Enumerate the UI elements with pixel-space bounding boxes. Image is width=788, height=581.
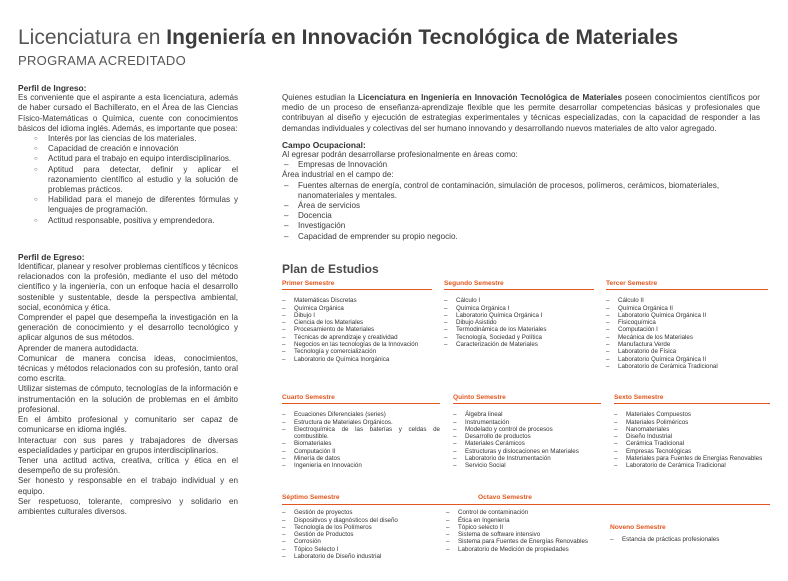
egreso-paragraph: Interactuar con sus pares y trabajadores de diversas especialidades y participar en grupos interdisciplinarios. xyxy=(18,435,238,455)
course-item: – Matemáticas Discretas xyxy=(282,297,432,304)
course-item: – Gestión de proyectos xyxy=(282,509,430,516)
course-item: – Tópico Selecto I xyxy=(282,546,430,553)
campo-heading: Campo Ocupacional: xyxy=(282,139,366,150)
course-item: – Laboratorio de Instrumentación xyxy=(453,455,601,462)
egreso-paragraph: Ser respetuoso, tolerante, compresivo y solidario en ambientes culturales diversos. xyxy=(18,496,238,516)
egreso-paragraph: En el ámbito profesional y comunitario ser capaz de comunicarse en idioma inglés. xyxy=(18,415,238,435)
campo-lead: Al egresar podrán desarrollarse profesionalmente en áreas como: xyxy=(282,150,518,160)
course-item: – Negocios en las tecnologías de la Innovación xyxy=(282,341,432,348)
course-item: – Materiales Poliméricos xyxy=(614,419,770,426)
course-item: – Laboratorio Química Orgánica II xyxy=(606,312,768,319)
course-item: – Laboratorio de Diseño industrial xyxy=(282,553,430,560)
semester-6 xyxy=(614,394,770,470)
course-item: – Cálculo I xyxy=(444,297,594,304)
course-item: – Química Orgánica II xyxy=(606,305,768,312)
course-item: – Termodinámica de los Materiales xyxy=(444,326,594,333)
list-item: – Área de servicios xyxy=(282,201,760,211)
course-item: – Empresas Tecnológicas xyxy=(614,448,770,455)
course-item: – Química Orgánica xyxy=(282,305,432,312)
course-item: – Laboratorio de Física xyxy=(606,348,768,355)
course-item: – Técnicas de aprendizaje y creatividad xyxy=(282,334,432,341)
course-item: – Materiales Compuestos xyxy=(614,411,770,418)
list-item: – Empresas de Innovación xyxy=(282,160,760,170)
course-item: – Modelado y control de procesos xyxy=(453,426,601,433)
course-item: – Laboratorio Química Orgánica II xyxy=(606,356,768,363)
course-item: – Laboratorio Química Orgánica I xyxy=(444,312,594,319)
ingreso-list xyxy=(34,134,238,226)
campo-industria-lead: Área industrial en el campo de: xyxy=(282,170,394,180)
course-item: – Materiales para Fuentes de Energías Renovables xyxy=(614,455,770,462)
egreso-paragraph: Tener una actitud activa, creativa, crítica y ética en el desempeño de su profesión. xyxy=(18,455,238,476)
course-item: – Dibujo Asistido xyxy=(444,319,594,326)
course-item: – Gestión de Productos xyxy=(282,531,430,538)
egreso-paragraph: Ser honesto y responsable en el trabajo individual y en equipo. xyxy=(18,476,238,496)
course-item: – Caracterización de Materiales xyxy=(444,341,594,348)
semester-1 xyxy=(282,280,432,363)
course-item: – Biomateriales xyxy=(282,440,440,447)
course-item: – Tecnología, Sociedad y Política xyxy=(444,334,594,341)
list-item: ○ Actitud para el trabajo en equipo interdisciplinarios. xyxy=(34,154,238,164)
course-item: – Laboratorio de Cerámica Tradicional xyxy=(606,363,768,370)
semester-heading: Segundo Semestre xyxy=(444,280,594,290)
course-item: – Computación II xyxy=(282,448,440,455)
left-column xyxy=(18,83,238,517)
course-item: – Estructura de Materiales Orgánicos. xyxy=(282,419,440,426)
page-subtitle: PROGRAMA ACREDITADO xyxy=(18,53,186,68)
course-item: – Electroquímica de las baterías y celdas de combustible. xyxy=(282,426,440,441)
semester-7 xyxy=(282,494,430,560)
course-item: – Ciencia de los Materiales xyxy=(282,319,432,326)
list-item: – Investigación xyxy=(282,221,760,231)
semester-heading: Séptimo Semestre xyxy=(282,494,340,501)
course-item: – Laboratorio de Cerámica Tradicional xyxy=(614,462,770,469)
ingreso-heading: Perfil de Ingreso: xyxy=(18,83,87,93)
course-item: – Ecuaciones Diferenciales (series) xyxy=(282,411,440,418)
course-item: – Nanomateriales xyxy=(614,426,770,433)
course-item: – Manufactura Verde xyxy=(606,341,768,348)
list-item: ○ Actitud responsable, positiva y emprendedora. xyxy=(34,216,238,226)
course-item: – Estancia de prácticas profesionales xyxy=(610,536,770,543)
semester-3 xyxy=(606,280,768,370)
page-title: Licenciatura en Ingeniería en Innovación Tecnológica de Materiales xyxy=(18,26,679,49)
list-item: ○ Capacidad de creación e innovación xyxy=(34,144,238,154)
course-item: – Diseño Industrial xyxy=(614,433,770,440)
course-item: – Minería de datos xyxy=(282,455,440,462)
course-item: – Cerámica Tradicional xyxy=(614,440,770,447)
semester-heading: Noveno Semestre xyxy=(610,524,666,531)
course-item: – Computación I xyxy=(606,326,768,333)
course-item: – Laboratorio de Química Inorgánica xyxy=(282,356,432,363)
semester-heading: Primer Semestre xyxy=(282,280,432,290)
course-item: – Dispositivos y diagnósticos del diseño xyxy=(282,517,430,524)
list-item: ○ Interés por las ciencias de los materiales. xyxy=(34,134,238,144)
plan-title: Plan de Estudios xyxy=(282,262,379,276)
course-item: – Álgebra lineal xyxy=(453,411,601,418)
course-item: – Tecnología y comercialización xyxy=(282,348,432,355)
egreso-paragraph: Utilizar sistemas de cómputo, tecnologías de la información e instrumentación en la solución de problemas en el ámbito profesional. xyxy=(18,384,238,414)
egreso-paragraph: Identificar, planear y resolver problemas científicos y técnicos relacionados con la profesión, mediante el uso del método científico y la ingeniería, con un enfoque hacia el desarrollo sostenible y sustentable, desde la perspectiva ambiental, social, económica y ética. xyxy=(18,262,238,312)
course-item: – Sistema para Fuentes de Energías Renovables xyxy=(446,538,598,545)
list-item: – Fuentes alternas de energía, control de contaminación, simulación de procesos, polímeros, cerámicos, biomateriales, nanomateriales y mentales. xyxy=(282,181,760,201)
ingreso-intro: Es conveniente que el aspirante a esta licenciatura, además de haber cursado el Bachillerato, en el Área de las Ciencias Físico-Matemáticas o Química, cuente con conocimientos básicos del idioma inglés. Además, es importante que posea: xyxy=(18,93,238,133)
list-item: – Docencia xyxy=(282,211,760,221)
course-item: – Materiales Cerámicos xyxy=(453,440,601,447)
course-item: – Desarrollo de productos xyxy=(453,433,601,440)
semester-9 xyxy=(610,524,770,544)
program-intro: Quienes estudian la Licenciatura en Ingeniería en Innovación Tecnológica de Materiales poseen conocimientos científicos por medio de un proceso de enseñanza-aprendizaje flexible que les permite desarrollar competencias básicas y profesionales que contribuyan al diseño y ejecución de estrategias experimentales y técnicas especializadas, con la capacidad de responder a las demandas individuales y colectivas del ser humano innovando y desarrollando nuevos materiales de alto valor agregado. xyxy=(282,93,760,133)
semester-4 xyxy=(282,394,440,470)
course-item: – Tópico selecto II xyxy=(446,524,598,531)
egreso-paragraph: Comprender el papel que desempeña la investigación en la generación de conocimiento y el desarrollo tecnológico y aplicar algunos de sus métodos. xyxy=(18,313,238,343)
semester-heading: Cuarto Semestre xyxy=(282,394,440,404)
semester-heading: Sexto Semestre xyxy=(614,394,770,404)
list-item: ○ Aptitud para detectar, definir y aplicar el razonamiento científico al estudio y la solución de problemas prácticos. xyxy=(34,165,238,196)
course-item: – Instrumentación xyxy=(453,419,601,426)
egreso-paragraph: Aprender de manera autodidacta. xyxy=(18,343,139,353)
semester-heading: Quinto Semestre xyxy=(453,394,601,404)
course-item: – Fisicoquímica xyxy=(606,319,768,326)
right-column xyxy=(282,93,760,242)
course-item: – Corrosión xyxy=(282,538,430,545)
course-item: – Estructuras y dislocaciones en Materiales xyxy=(453,448,601,455)
course-item: – Química Orgánica I xyxy=(444,305,594,312)
course-item: – Ética en Ingeniería xyxy=(446,517,598,524)
course-item: – Mecánica de los Materiales xyxy=(606,334,768,341)
course-item: – Tecnología de los Polímeros xyxy=(282,524,430,531)
semester-heading: Tercer Semestre xyxy=(606,280,768,290)
course-item: – Procesamiento de Materiales xyxy=(282,326,432,333)
campo-ocupacional xyxy=(282,140,760,242)
course-item: – Laboratorio de Medición de propiedades xyxy=(446,546,598,553)
course-item: – Servicio Social xyxy=(453,462,601,469)
list-item: ○ Habilidad para el manejo de diferentes fórmulas y lenguajes de programación. xyxy=(34,195,238,215)
egreso-section xyxy=(18,252,238,517)
egreso-paragraph: Comunicar de manera concisa ideas, conocimientos, técnicas y métodos relacionados con su profesión, tanto oral como escrita. xyxy=(18,353,238,384)
semester-5 xyxy=(453,394,601,470)
list-item: – Capacidad de emprender su propio negocio. xyxy=(282,232,760,242)
semester-heading: Octavo Semestre xyxy=(478,494,532,501)
course-item: – Sistema de software intensivo xyxy=(446,531,598,538)
semester-8 xyxy=(446,494,598,553)
course-item: – Dibujo I xyxy=(282,312,432,319)
course-item: – Ingeniería en Innovación xyxy=(282,462,440,469)
semester-2 xyxy=(444,280,594,348)
course-item: – Cálculo II xyxy=(606,297,768,304)
course-item: – Control de contaminación xyxy=(446,509,598,516)
egreso-heading: Perfil de Egreso: xyxy=(18,251,85,262)
